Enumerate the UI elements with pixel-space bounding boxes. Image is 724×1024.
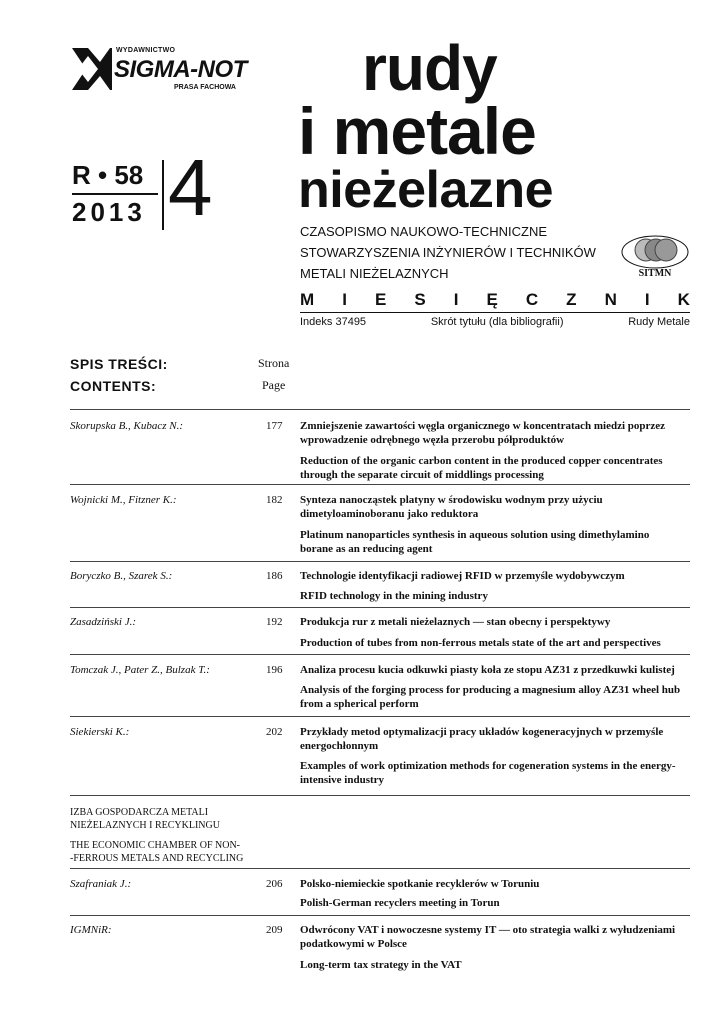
monthly-letter: N <box>604 290 617 309</box>
entry-separator <box>70 915 690 916</box>
issue-number: 4 <box>168 143 213 232</box>
entry-title-en: Long-term tax strategy in the VAT <box>300 959 462 971</box>
journal-title-line3: nieżelazne <box>298 161 554 219</box>
entry-separator <box>70 561 690 562</box>
entry-separator <box>70 795 690 796</box>
entry-separator <box>70 607 690 608</box>
abbrev-title: Rudy Metale <box>628 316 690 328</box>
index-number: Indeks 37495 <box>300 316 367 328</box>
entry-title-en: RFID technology in the mining industry <box>300 590 488 602</box>
monthly-letter: E <box>374 290 387 309</box>
monthly-letter: I <box>644 290 650 309</box>
entry-authors: Wojnicki M., Fitzner K.: <box>70 494 177 506</box>
issue-year: 2013 <box>72 197 146 227</box>
entry-title-pl: Zmniejszenie zawartości węgla organicznego w koncentratach miedzi poprzez wprowadzenie odrębnego węzła przerobu półproduktów <box>300 420 666 446</box>
entry-title-en: Production of tubes from non-ferrous metals state of the art and perspectives <box>300 637 661 649</box>
entry-page: 186 <box>266 570 283 582</box>
journal-subtitle-line1: CZASOPISMO NAUKOWO-TECHNICZNE <box>300 224 548 239</box>
entry-page: 177 <box>266 420 283 432</box>
monthly-letter: I <box>453 290 459 309</box>
entry-title-en: Analysis of the forging process for producing a magnesium alloy AZ31 wheel hub from a spherical perform <box>300 684 681 710</box>
entry-authors: Zasadziński J.: <box>70 616 136 628</box>
entry-authors: Tomczak J., Pater Z., Bulzak T.: <box>70 664 210 676</box>
entry-separator <box>70 654 690 655</box>
monthly-letter: M <box>300 290 315 309</box>
sitmn-logo-icon <box>620 234 690 280</box>
entry-authors: Skorupska B., Kubacz N.: <box>70 420 184 432</box>
contents-heading-en: CONTENTS: <box>70 378 157 394</box>
monthly-letter: Z <box>566 290 577 309</box>
journal-subtitle-line3: METALI NIEŻELAZNYCH <box>300 266 449 281</box>
entry-page: 209 <box>266 924 283 936</box>
publisher-name: SIGMA-NOT <box>114 56 247 83</box>
page-heading-pl: Strona <box>258 356 290 370</box>
journal-title-line1: rudy <box>362 32 497 104</box>
entry-title-pl: Przykłady metod optymalizacji pracy układów kogeneracyjnych w przemyśle energochłonnym <box>300 726 664 752</box>
journal-subtitle-line2: STOWARZYSZENIA INŻYNIERÓW I TECHNIKÓW <box>300 245 596 260</box>
entry-page: 202 <box>266 726 283 738</box>
monthly-letter: I <box>342 290 347 309</box>
publisher-label: WYDAWNICTWO <box>116 47 176 54</box>
monthly-divider <box>300 312 690 313</box>
entry-page: 182 <box>266 494 283 506</box>
monthly-label <box>300 290 690 310</box>
entry-separator <box>70 716 690 717</box>
entry-authors: Siekierski K.: <box>70 726 130 738</box>
entry-authors: Szafraniak J.: <box>70 878 132 890</box>
sitmn-logo-text: SITMN <box>638 268 672 279</box>
entry-authors: IGMNiR: <box>70 924 112 936</box>
entry-title-pl: Synteza nanocząstek platyny w środowisku wodnym przy użyciu dimetyloaminoboranu jako reduktora <box>300 494 603 520</box>
entry-title-pl: Polsko-niemieckie spotkanie recyklerów w Toruniu <box>300 878 540 890</box>
index-row <box>300 316 690 328</box>
entry-page: 196 <box>266 664 283 676</box>
monthly-letter: K <box>677 290 690 309</box>
entry-separator <box>70 484 690 485</box>
entry-title-pl: Odwrócony VAT i nowoczesne systemy IT — oto strategia walki z wyłudzeniami podatkowymi w Polsce <box>300 924 676 950</box>
monthly-letter: Ę <box>486 290 498 309</box>
entry-title-en: Examples of work optimization methods for cogeneration systems in the energy- intensive industry <box>300 760 676 786</box>
journal-title-line2: i metale <box>298 94 536 168</box>
chamber-name-en: THE ECONOMIC CHAMBER OF NON- -FERROUS METALS AND RECYCLING <box>70 840 244 864</box>
issue-vertical-divider <box>162 160 164 230</box>
entry-title-pl: Produkcja rur z metali nieżelaznych — stan obecny i perspektywy <box>300 616 611 628</box>
sigma-not-logo-icon <box>70 46 112 92</box>
entry-separator <box>70 868 690 869</box>
abbrev-label: Skrót tytułu (dla bibliografii) <box>430 316 564 328</box>
issue-volume: R • 58 <box>72 160 144 190</box>
chamber-name-pl: IZBA GOSPODARCZA METALI NIEŻELAZNYCH I RECYKLINGU <box>70 807 220 831</box>
entry-title-en: Reduction of the organic carbon content in the produced copper concentrates through the separate circuit of middlings processing <box>300 455 663 481</box>
publisher-subtitle: PRASA FACHOWA <box>174 84 236 91</box>
entry-page: 206 <box>266 878 283 890</box>
entry-title-en: Platinum nanoparticles synthesis in aqueous solution using dimethylamino borane as an reducing agent <box>300 529 650 555</box>
entry-authors: Boryczko B., Szarek S.: <box>70 570 173 582</box>
issue-divider <box>72 193 158 195</box>
monthly-letter: C <box>525 290 539 309</box>
entry-title-en: Polish-German recyclers meeting in Torun <box>300 897 500 909</box>
entry-page: 192 <box>266 616 283 628</box>
monthly-letter: S <box>414 290 426 309</box>
entry-title-pl: Technologie identyfikacji radiowej RFID w przemyśle wydobywczym <box>300 570 625 582</box>
entry-separator <box>70 409 690 410</box>
entry-title-pl: Analiza procesu kucia odkuwki piasty koła ze stopu AZ31 z przedkuwki kulistej <box>300 664 675 676</box>
page-heading-en: Page <box>262 378 286 392</box>
contents-heading-pl: SPIS TREŚCI: <box>70 356 168 372</box>
